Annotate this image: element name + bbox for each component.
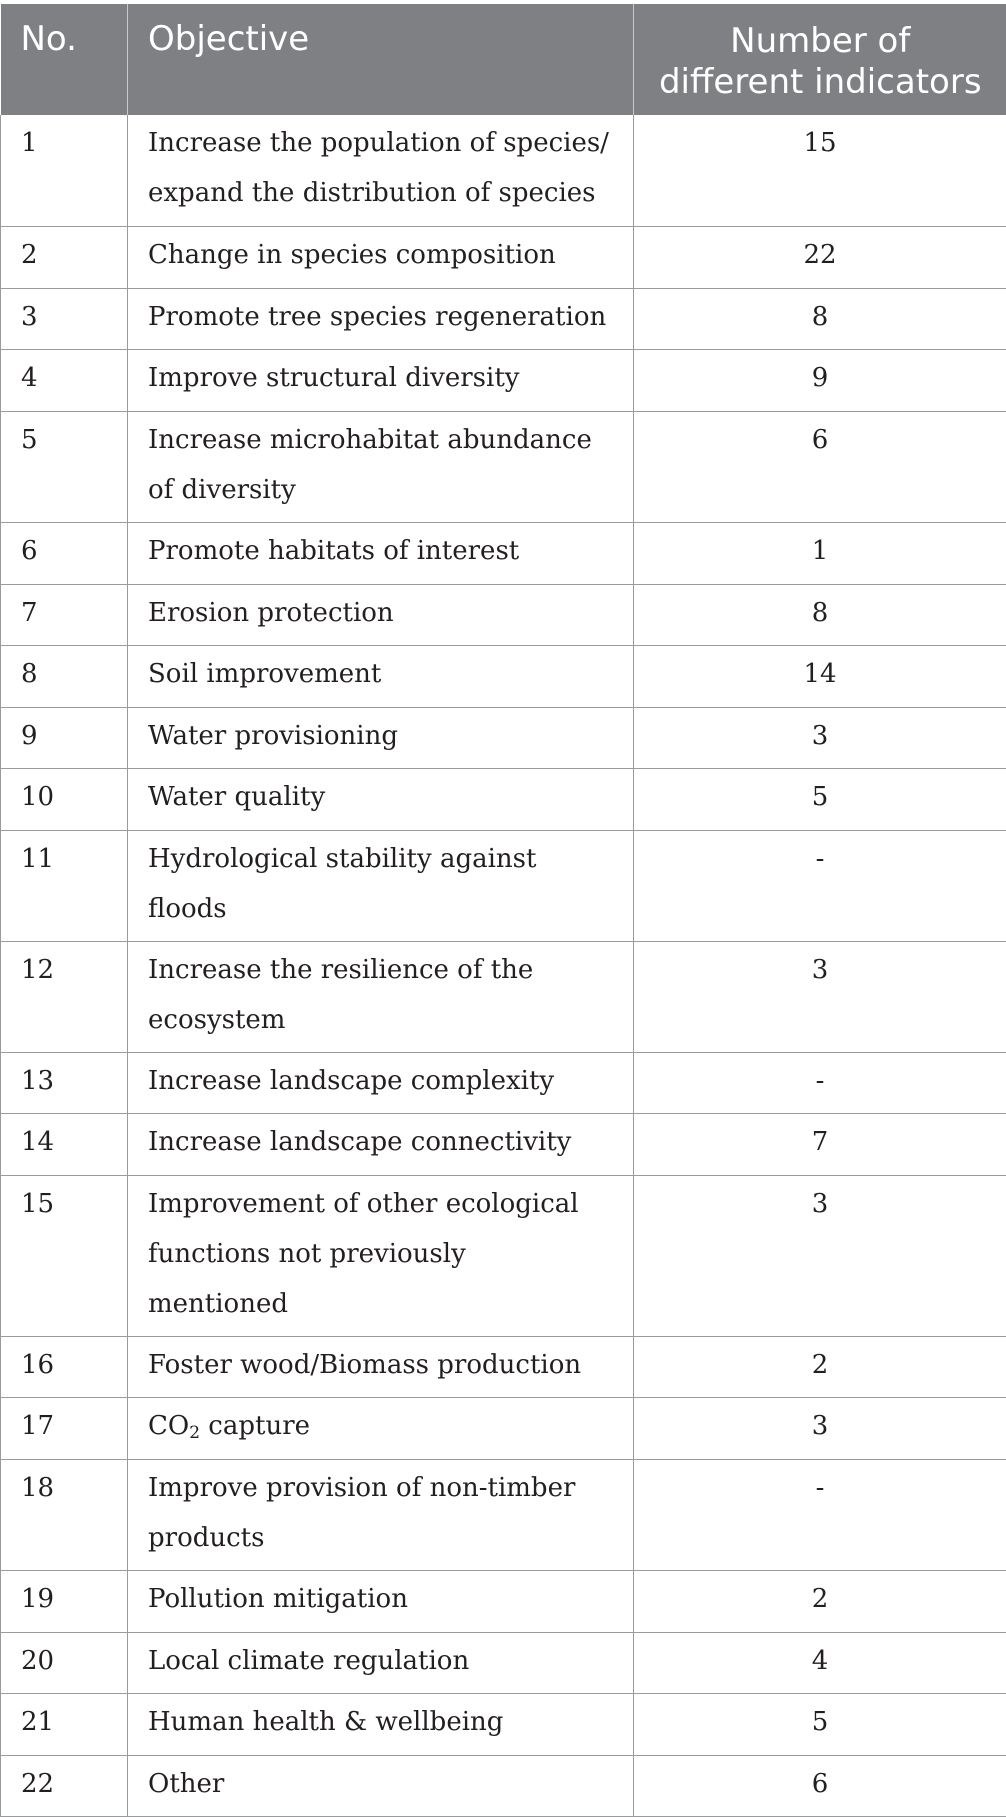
row-number: 6 [1, 523, 128, 585]
table-row [1, 1052, 1006, 1114]
row-number: 12 [1, 941, 128, 1052]
objective-co2-subscript: 2 [189, 1423, 200, 1443]
row-number: 3 [1, 288, 128, 350]
table-row [1, 1755, 1006, 1817]
row-number: 18 [1, 1459, 128, 1571]
table-row [1, 1632, 1006, 1694]
table-row [1, 707, 1006, 769]
row-objective: Increase the population of species/ expand the distribution of species [128, 115, 634, 227]
row-indicator-count: 14 [634, 646, 1006, 708]
row-objective: Local climate regulation [128, 1632, 634, 1694]
table-row [1, 584, 1006, 646]
row-number: 2 [1, 227, 128, 289]
row-indicator-count: 15 [634, 115, 1006, 227]
row-objective: Promote tree species regeneration [128, 288, 634, 350]
table-row [1, 769, 1006, 831]
objectives-table-container [0, 4, 1006, 1817]
table-row [1, 941, 1006, 1052]
row-indicator-count: 2 [634, 1336, 1006, 1398]
row-objective: Improvement of other ecological functions not previously mentioned [128, 1175, 634, 1336]
row-number: 15 [1, 1175, 128, 1336]
table-row [1, 411, 1006, 523]
row-objective: Increase landscape connectivity [128, 1114, 634, 1176]
table-row [1, 523, 1006, 585]
row-objective: Water quality [128, 769, 634, 831]
table-row [1, 288, 1006, 350]
row-number: 16 [1, 1336, 128, 1398]
row-number: 8 [1, 646, 128, 708]
row-indicator-count: 6 [634, 1755, 1006, 1817]
row-number: 9 [1, 707, 128, 769]
row-number: 17 [1, 1398, 128, 1460]
table-row [1, 1571, 1006, 1633]
row-indicator-count: 5 [634, 1694, 1006, 1756]
row-indicator-count: 3 [634, 1175, 1006, 1336]
row-objective: Pollution mitigation [128, 1571, 634, 1633]
row-number: 5 [1, 411, 128, 523]
row-indicator-count: 4 [634, 1632, 1006, 1694]
row-indicator-count: 3 [634, 707, 1006, 769]
table-row [1, 1398, 1006, 1460]
row-indicator-count: 2 [634, 1571, 1006, 1633]
table-row [1, 830, 1006, 941]
row-indicator-count: 3 [634, 941, 1006, 1052]
row-objective: Erosion protection [128, 584, 634, 646]
header-indicator-count-line1: Number of [730, 21, 910, 61]
row-number: 14 [1, 1114, 128, 1176]
row-number: 11 [1, 830, 128, 941]
row-indicator-count: 22 [634, 227, 1006, 289]
row-objective: Improve structural diversity [128, 350, 634, 412]
table-row [1, 1336, 1006, 1398]
table-row [1, 227, 1006, 289]
header-indicator-count-line2: different indicators [659, 62, 982, 102]
header-row [1, 4, 1006, 115]
row-objective: Foster wood/Biomass production [128, 1336, 634, 1398]
row-objective: Hydrological stability against floods [128, 830, 634, 941]
row-objective: Promote habitats of interest [128, 523, 634, 585]
row-number: 10 [1, 769, 128, 831]
row-objective: Change in species composition [128, 227, 634, 289]
row-number: 1 [1, 115, 128, 227]
objective-co2-rest: capture [200, 1411, 310, 1441]
row-indicator-count: 6 [634, 411, 1006, 523]
table-row [1, 1175, 1006, 1336]
row-indicator-count: 1 [634, 523, 1006, 585]
row-objective: Soil improvement [128, 646, 634, 708]
table-row [1, 1459, 1006, 1571]
header-indicator-count [634, 4, 1006, 115]
row-number: 21 [1, 1694, 128, 1756]
objective-co2-main: CO [148, 1411, 189, 1441]
row-indicator-count: 3 [634, 1398, 1006, 1460]
row-objective: Other [128, 1755, 634, 1817]
row-number: 22 [1, 1755, 128, 1817]
row-indicator-count: 8 [634, 584, 1006, 646]
row-indicator-count: - [634, 1459, 1006, 1571]
table-header [1, 4, 1006, 115]
row-indicator-count: 9 [634, 350, 1006, 412]
row-indicator-count: - [634, 830, 1006, 941]
row-objective: Improve provision of non-timber products [128, 1459, 634, 1571]
row-indicator-count: - [634, 1052, 1006, 1114]
header-objective: Objective [128, 4, 634, 115]
row-objective [128, 1398, 634, 1460]
row-objective: Increase microhabitat abundance of diversity [128, 411, 634, 523]
table-row [1, 350, 1006, 412]
header-no: No. [1, 4, 128, 115]
row-objective: Human health & wellbeing [128, 1694, 634, 1756]
row-number: 4 [1, 350, 128, 412]
row-number: 20 [1, 1632, 128, 1694]
row-number: 7 [1, 584, 128, 646]
row-objective: Increase landscape complexity [128, 1052, 634, 1114]
row-indicator-count: 8 [634, 288, 1006, 350]
table-body [1, 115, 1006, 1817]
table-row [1, 646, 1006, 708]
row-number: 13 [1, 1052, 128, 1114]
table-row [1, 1114, 1006, 1176]
table-row [1, 1694, 1006, 1756]
objectives-table [0, 4, 1006, 1817]
table-row [1, 115, 1006, 227]
row-objective: Water provisioning [128, 707, 634, 769]
row-indicator-count: 5 [634, 769, 1006, 831]
row-number: 19 [1, 1571, 128, 1633]
row-indicator-count: 7 [634, 1114, 1006, 1176]
row-objective: Increase the resilience of the ecosystem [128, 941, 634, 1052]
